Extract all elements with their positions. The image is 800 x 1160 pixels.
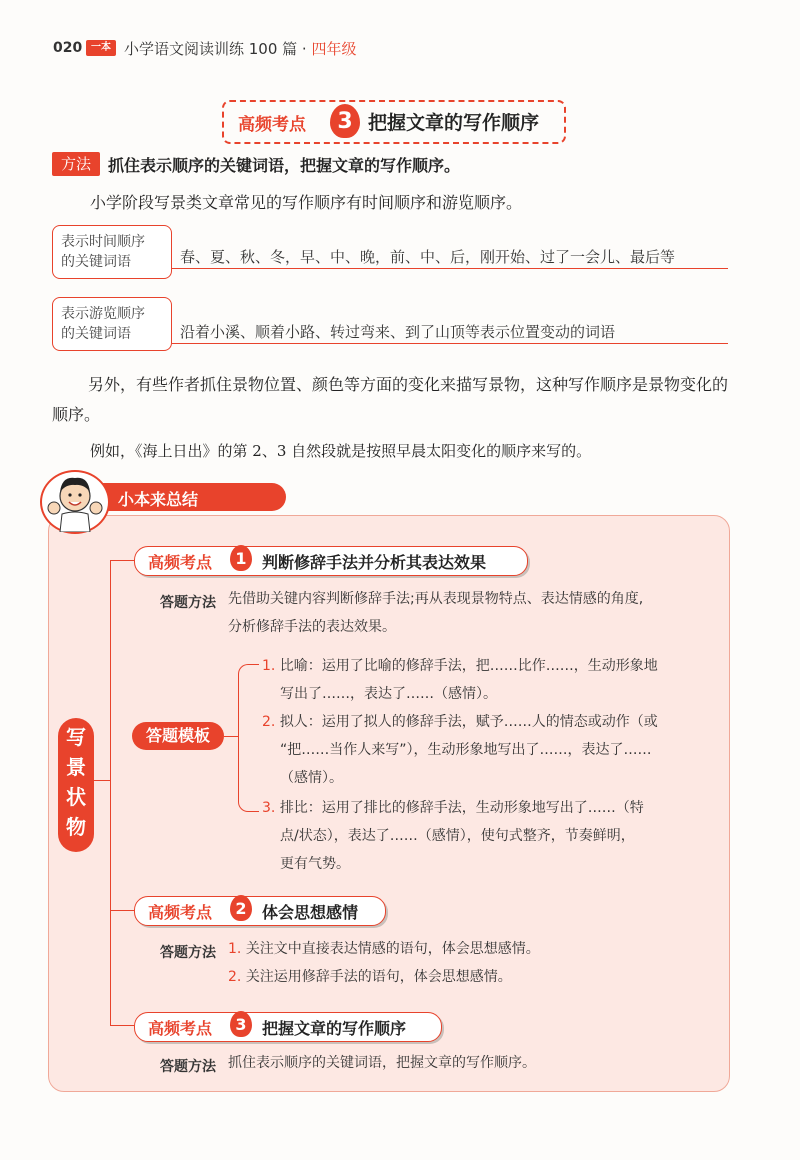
template-item bbox=[262, 708, 702, 792]
keyword-label-line2: 的关键词语 bbox=[61, 326, 131, 342]
template-line: 比喻：运用了比喻的修辞手法，把……比作……，生动形象地 bbox=[279, 658, 658, 674]
kd-label: 高频考点 bbox=[148, 1019, 213, 1038]
kd-title: 判断修辞手法并分析其表达效果 bbox=[262, 553, 487, 572]
keyword-text-time: 春、夏、秋、冬，早、中、晚，前、中、后，刚开始、过了一会儿、最后等 bbox=[180, 248, 676, 266]
answer-text: 抓住表示顺序的关键词语，把握文章的写作顺序。 bbox=[228, 1055, 536, 1071]
book-grade: 四年级 bbox=[311, 40, 357, 58]
template-num: 1. bbox=[262, 658, 276, 674]
item-text: 关注运用修辞手法的语句，体会思想感情。 bbox=[245, 969, 512, 985]
book-title-text: 小学语文阅读训练 100 篇 · bbox=[124, 40, 312, 58]
template-line: 写出了……，表达了……（感情）。 bbox=[280, 686, 497, 702]
answer-label: 答题方法 bbox=[160, 1059, 216, 1075]
keyword-underline bbox=[172, 268, 728, 269]
paragraph-2: 另外，有些作者抓住景物位置、颜色等方面的变化来描写景物，这种写作顺序是景物变化的顺序。 bbox=[52, 375, 729, 424]
template-item bbox=[262, 652, 702, 708]
answer-item bbox=[228, 936, 540, 962]
vertical-tag-text: 写景状物 bbox=[66, 725, 86, 839]
tree-branch bbox=[110, 1025, 134, 1026]
template-line: “把……当作人来写”），生动形象地写出了……，表达了…… bbox=[280, 742, 652, 758]
template-num: 2. bbox=[262, 714, 276, 730]
method-text: 抓住表示顺序的关键词语，把握文章的写作顺序。 bbox=[108, 156, 461, 175]
answer-text-line1: 先借助关键内容判断修辞手法;再从表现景物特点、表达情感的角度, bbox=[228, 591, 644, 607]
paragraph-3: 例如，《海上日出》的第 2、3 自然段就是按照早晨太阳变化的顺序来写的。 bbox=[90, 442, 592, 460]
brace-line bbox=[238, 664, 259, 812]
template-num: 3. bbox=[262, 800, 276, 816]
template-line: （感情）。 bbox=[280, 770, 343, 786]
tree-branch bbox=[110, 560, 134, 561]
answer-item bbox=[228, 964, 512, 990]
template-line: 排比：运用了排比的修辞手法，生动形象地写出了……（特 bbox=[279, 800, 644, 816]
kd-title: 体会思想感情 bbox=[262, 903, 359, 922]
item-num: 1. bbox=[228, 941, 242, 957]
tree-branch bbox=[224, 736, 238, 737]
tree-branch bbox=[94, 780, 110, 781]
book-title bbox=[124, 38, 357, 59]
keyword-label-line1: 表示游览顺序 bbox=[61, 306, 145, 322]
method-tag: 方法 bbox=[52, 152, 100, 176]
flame-icon: 1 bbox=[230, 545, 252, 571]
template-line: 点/状态），表达了……（感情），使句式整齐，节奏鲜明， bbox=[280, 828, 635, 844]
vertical-tag bbox=[58, 718, 94, 852]
kd-label: 高频考点 bbox=[148, 903, 213, 922]
kd-label: 高频考点 bbox=[148, 553, 213, 572]
keyword-label-time bbox=[52, 225, 172, 279]
kd-title: 把握文章的写作顺序 bbox=[262, 1019, 407, 1038]
item-num: 2. bbox=[228, 969, 242, 985]
section-title: 把握文章的写作顺序 bbox=[368, 112, 540, 134]
template-tag: 答题模板 bbox=[132, 722, 224, 750]
template-item bbox=[262, 794, 702, 878]
tree-line bbox=[110, 560, 111, 1025]
answer-label: 答题方法 bbox=[160, 945, 216, 961]
template-line: 更有气势。 bbox=[280, 856, 350, 872]
template-line: 拟人：运用了拟人的修辞手法，赋予……人的情态或动作（或 bbox=[279, 714, 658, 730]
keyword-underline bbox=[172, 343, 728, 344]
page-number: 020 bbox=[53, 40, 83, 56]
keyword-text-tour: 沿着小溪、顺着小路、转过弯来、到了山顶等表示位置变动的词语 bbox=[180, 323, 616, 341]
brand-logo: 一本 bbox=[86, 40, 116, 56]
keyword-label-tour bbox=[52, 297, 172, 351]
keyword-label-line1: 表示时间顺序 bbox=[61, 234, 145, 250]
tree-branch bbox=[110, 910, 134, 911]
summary-title: 小本来总结 bbox=[118, 490, 199, 509]
section-kd-label: 高频考点 bbox=[238, 115, 306, 135]
cartoon-avatar-icon bbox=[40, 470, 110, 534]
flame-icon: 3 bbox=[330, 104, 360, 138]
flame-icon: 3 bbox=[230, 1011, 252, 1037]
flame-icon: 2 bbox=[230, 895, 252, 921]
paragraph-1: 小学阶段写景类文章常见的写作顺序有时间顺序和游览顺序。 bbox=[90, 193, 523, 212]
keyword-label-line2: 的关键词语 bbox=[61, 254, 131, 270]
item-text: 关注文中直接表达情感的语句，体会思想感情。 bbox=[245, 941, 540, 957]
answer-label: 答题方法 bbox=[160, 595, 216, 611]
answer-text-line2: 分析修辞手法的表达效果。 bbox=[228, 619, 396, 635]
